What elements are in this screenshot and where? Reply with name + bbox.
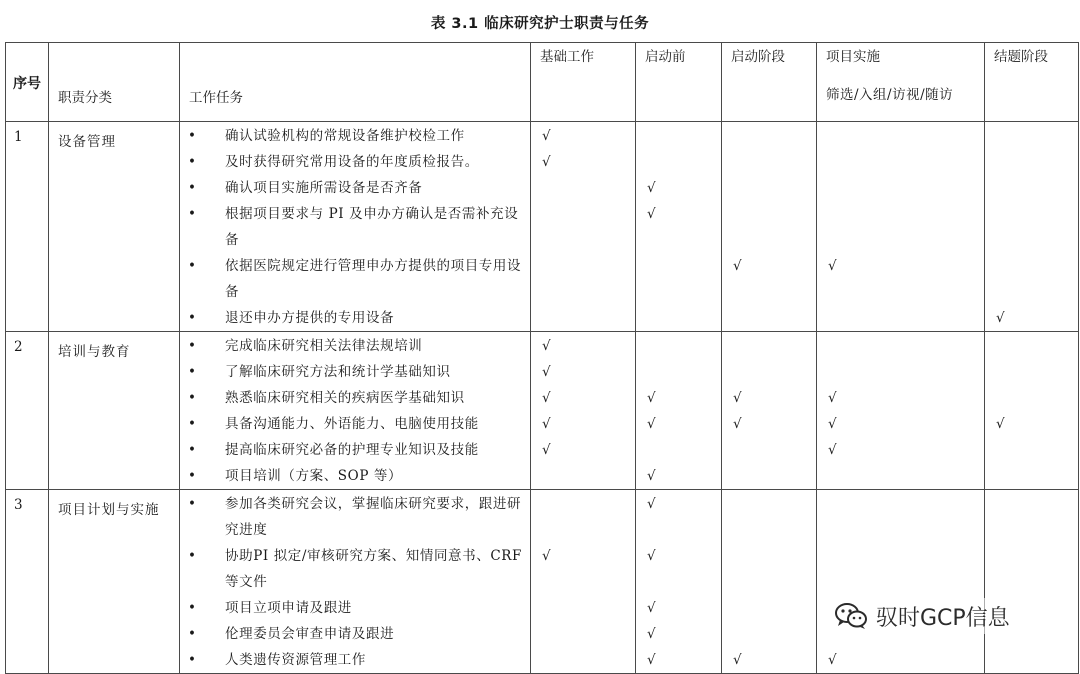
header-task: 工作任务 xyxy=(180,43,531,122)
check-mark: √ xyxy=(647,390,656,406)
phase-cell xyxy=(531,122,636,332)
empty-mark xyxy=(531,305,635,331)
phase-cell xyxy=(985,332,1079,490)
row-seq: 1 xyxy=(6,122,49,332)
empty-mark xyxy=(636,437,721,463)
phase-cell xyxy=(636,332,722,490)
phase-cell xyxy=(636,490,722,674)
empty-mark xyxy=(985,253,1078,305)
empty-mark xyxy=(985,175,1078,201)
check-mark: √ xyxy=(647,600,656,616)
empty-mark xyxy=(722,595,816,621)
check-mark: √ xyxy=(733,258,742,274)
empty-mark xyxy=(817,305,984,331)
header-phase-implementation-label: 项目实施 xyxy=(826,49,880,65)
check-mark: √ xyxy=(647,548,656,564)
task-item: • 了解临床研究方法和统计学基础知识 xyxy=(180,359,530,385)
phase-cell xyxy=(722,332,817,490)
empty-mark xyxy=(722,201,816,253)
row-seq: 3 xyxy=(6,490,49,674)
empty-mark xyxy=(636,359,721,385)
empty-mark xyxy=(722,463,816,489)
task-item: • 伦理委员会审查申请及跟进 xyxy=(180,621,530,647)
row-tasks xyxy=(180,122,531,332)
check-mark: √ xyxy=(542,154,551,170)
empty-mark xyxy=(531,175,635,201)
empty-mark xyxy=(985,463,1078,489)
check-mark: √ xyxy=(542,390,551,406)
check-mark: √ xyxy=(647,496,656,512)
empty-mark xyxy=(636,333,721,359)
empty-mark xyxy=(985,149,1078,175)
empty-mark xyxy=(817,359,984,385)
header-phase-closeout: 结题阶段 xyxy=(985,43,1079,122)
task-item: • 熟悉临床研究相关的疾病医学基础知识 xyxy=(180,385,530,411)
check-mark: √ xyxy=(647,652,656,668)
row-category: 培训与教育 xyxy=(49,332,180,490)
phase-cell xyxy=(531,332,636,490)
empty-mark xyxy=(985,201,1078,253)
empty-mark xyxy=(722,305,816,331)
phase-cell xyxy=(985,490,1079,674)
row-category: 设备管理 xyxy=(49,122,180,332)
phase-cell xyxy=(531,490,636,674)
task-item: • 及时获得研究常用设备的年度质检报告。 xyxy=(180,149,530,175)
empty-mark xyxy=(531,491,635,543)
check-mark: √ xyxy=(828,416,837,432)
check-mark: √ xyxy=(542,364,551,380)
task-item: • 项目培训（方案、SOP 等） xyxy=(180,463,530,489)
empty-mark xyxy=(531,201,635,253)
empty-mark xyxy=(817,333,984,359)
check-mark: √ xyxy=(733,390,742,406)
wechat-icon xyxy=(834,601,868,631)
empty-mark xyxy=(722,175,816,201)
empty-mark xyxy=(531,463,635,489)
empty-mark xyxy=(722,123,816,149)
check-mark: √ xyxy=(733,416,742,432)
empty-mark xyxy=(817,123,984,149)
empty-mark xyxy=(531,253,635,305)
header-phase-implementation xyxy=(817,43,985,122)
empty-mark xyxy=(817,543,984,595)
check-mark: √ xyxy=(733,652,742,668)
empty-mark xyxy=(531,595,635,621)
empty-mark xyxy=(817,175,984,201)
header-phase-startup: 启动阶段 xyxy=(722,43,817,122)
empty-mark xyxy=(985,359,1078,385)
empty-mark xyxy=(817,149,984,175)
check-mark: √ xyxy=(647,468,656,484)
header-phase-implementation-sub: 筛选/入组/访视/随访 xyxy=(826,87,954,103)
task-item: • 完成临床研究相关法律法规培训 xyxy=(180,333,530,359)
empty-mark xyxy=(722,543,816,595)
check-mark: √ xyxy=(647,416,656,432)
check-mark: √ xyxy=(647,180,656,196)
task-item: • 确认试验机构的常规设备维护校检工作 xyxy=(180,123,530,149)
check-mark: √ xyxy=(828,442,837,458)
empty-mark xyxy=(985,123,1078,149)
empty-mark xyxy=(985,385,1078,411)
task-item: • 具备沟通能力、外语能力、电脑使用技能 xyxy=(180,411,530,437)
check-mark: √ xyxy=(828,258,837,274)
row-tasks xyxy=(180,490,531,674)
check-mark: √ xyxy=(542,442,551,458)
check-mark: √ xyxy=(542,338,551,354)
task-item: • 退还申办方提供的专用设备 xyxy=(180,305,530,331)
task-item: • 根据项目要求与 PI 及申办方确认是否需补充设备 xyxy=(180,201,530,253)
check-mark: √ xyxy=(828,390,837,406)
task-item: • 提高临床研究必备的护理专业知识及技能 xyxy=(180,437,530,463)
phase-cell xyxy=(722,490,817,674)
check-mark: √ xyxy=(647,626,656,642)
empty-mark xyxy=(636,253,721,305)
check-mark: √ xyxy=(542,416,551,432)
table-row xyxy=(6,490,1079,674)
task-item: • 人类遗传资源管理工作 xyxy=(180,647,530,673)
empty-mark xyxy=(636,149,721,175)
watermark xyxy=(830,598,1014,634)
phase-cell xyxy=(817,490,985,674)
check-mark: √ xyxy=(996,416,1005,432)
task-item: • 协助PI 拟定/审核研究方案、知情同意书、CRF 等文件 xyxy=(180,543,530,595)
row-seq: 2 xyxy=(6,332,49,490)
empty-mark xyxy=(722,359,816,385)
empty-mark xyxy=(636,123,721,149)
empty-mark xyxy=(985,333,1078,359)
table-title: 表 3.1 临床研究护士职责与任务 xyxy=(430,16,650,32)
watermark-text: 驭时GCP信息 xyxy=(876,605,1010,631)
empty-mark xyxy=(722,437,816,463)
phase-cell xyxy=(722,122,817,332)
empty-mark xyxy=(817,201,984,253)
empty-mark xyxy=(985,437,1078,463)
task-item: • 项目立项申请及跟进 xyxy=(180,595,530,621)
empty-mark xyxy=(722,333,816,359)
empty-mark xyxy=(722,149,816,175)
empty-mark xyxy=(531,621,635,647)
duties-table xyxy=(5,42,1079,674)
phase-cell xyxy=(817,122,985,332)
task-item: • 确认项目实施所需设备是否齐备 xyxy=(180,175,530,201)
empty-mark xyxy=(985,543,1078,595)
header-phase-prestart: 启动前 xyxy=(636,43,722,122)
phase-cell xyxy=(817,332,985,490)
row-category: 项目计划与实施 xyxy=(49,490,180,674)
check-mark: √ xyxy=(542,128,551,144)
empty-mark xyxy=(636,305,721,331)
row-tasks xyxy=(180,332,531,490)
check-mark: √ xyxy=(647,206,656,222)
task-item: • 参加各类研究会议，掌握临床研究要求，跟进研究进度 xyxy=(180,491,530,543)
phase-cell xyxy=(985,122,1079,332)
empty-mark xyxy=(817,491,984,543)
empty-mark xyxy=(817,463,984,489)
phase-cell xyxy=(636,122,722,332)
table-row xyxy=(6,122,1079,332)
table-row xyxy=(6,332,1079,490)
empty-mark xyxy=(722,491,816,543)
header-row xyxy=(6,43,1079,122)
empty-mark xyxy=(531,647,635,673)
empty-mark xyxy=(722,621,816,647)
header-seq: 序号 xyxy=(6,43,49,122)
header-category: 职责分类 xyxy=(49,43,180,122)
empty-mark xyxy=(985,491,1078,543)
check-mark: √ xyxy=(996,310,1005,326)
header-phase-basic: 基础工作 xyxy=(531,43,636,122)
check-mark: √ xyxy=(542,548,551,564)
task-item: • 依据医院规定进行管理申办方提供的项目专用设备 xyxy=(180,253,530,305)
check-mark: √ xyxy=(828,652,837,668)
empty-mark xyxy=(985,647,1078,673)
